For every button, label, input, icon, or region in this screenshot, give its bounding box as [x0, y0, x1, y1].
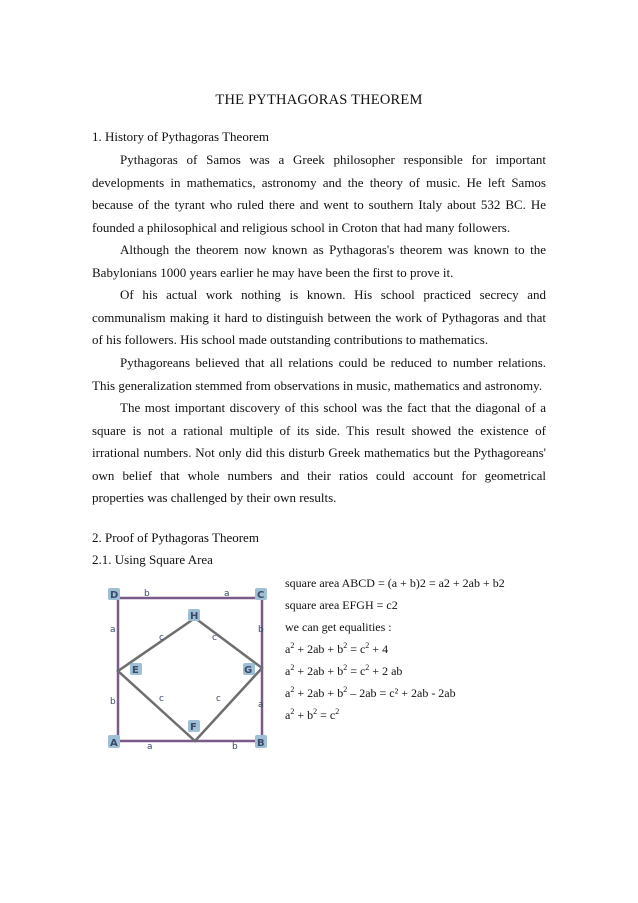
label-c-he: c — [159, 633, 164, 643]
vertex-a: A — [110, 738, 118, 749]
equation-step-3: $a^2 + 2ab + b^2 - 2ab = c^2 + 2ab - 2ab$ — [285, 685, 456, 700]
label-b-top: b — [144, 589, 150, 599]
label-c-hg: c — [212, 633, 217, 643]
label-c-ef: c — [159, 694, 164, 704]
label-b-right: b — [258, 625, 264, 635]
equation-step-1: $a^2 + 2ab + b^2 = c^2 + 4$ — [285, 641, 389, 656]
vertex-h: H — [190, 611, 199, 622]
paragraph-2-text: Although the theorem now known as Pythagoras's theorem was known to the Babylonians 1000 years earlier he may have been the first to prove it. — [92, 242, 546, 280]
vertex-f: F — [190, 722, 197, 733]
paragraph-1-text: Pythagoras of Samos was a Greek philosopher responsible for important developments in mathematics, astronomy and the theory of music. He left Samos because of the tyrant who ruled there and went to southern Italy about 532 BC. He founded a philosophical and religious school in Croton that had many followers. — [92, 152, 546, 235]
label-a-left: a — [110, 625, 116, 635]
equalities-intro: we can get equalities : — [285, 620, 392, 634]
paragraph-4 — [92, 352, 546, 397]
paragraph-3-text: Of his actual work nothing is known. His school practiced secrecy and communalism making it hard to distinguish between the work of Pythagoras and that of his followers. His school made outstanding contributions to mathematics. — [92, 287, 546, 348]
equations-block — [285, 572, 505, 726]
label-a-right: a — [258, 700, 264, 710]
section-1-heading: 1. History of Pythagoras Theorem — [92, 129, 270, 144]
vertex-g: G — [244, 665, 253, 676]
paragraph-2 — [92, 239, 546, 284]
label-a-top: a — [224, 589, 230, 599]
equation-result: $a^2 + b^2 = c^2$ — [285, 707, 340, 722]
paragraph-1 — [92, 149, 546, 239]
label-a-bottom: a — [147, 742, 153, 752]
equation-square-efgh: square area EFGH = c2 — [285, 598, 398, 612]
paragraph-4-text: Pythagoreans believed that all relations could be reduced to number relations. This generalization stemmed from observations in music, mathematics and astronomy. — [92, 355, 546, 393]
paragraph-3 — [92, 284, 546, 352]
equation-step-2: $a^2 + 2ab + b^2 = c^2 + 2$ ab — [285, 663, 403, 678]
label-c-fg: c — [216, 694, 221, 704]
section-2-heading: 2. Proof of Pythagoras Theorem — [92, 530, 259, 545]
label-b-left: b — [110, 697, 116, 707]
paragraph-5 — [92, 397, 546, 510]
vertex-d: D — [110, 590, 119, 601]
paragraph-5-text: The most important discovery of this school was the fact that the diagonal of a square is not a rational multiple of its side. This result showed the existence of irrational numbers. Not only did this disturb Greek mathematics but the Pythagoreans' own belief that whole numbers and their ratios could account for geometrical properties was challenged by their own results. — [92, 400, 546, 506]
page-title: THE PYTHAGORAS THEOREM — [215, 92, 423, 108]
label-b-bottom: b — [232, 742, 238, 752]
vertex-labels — [108, 588, 267, 749]
vertex-b: B — [257, 738, 265, 749]
section-2-1-heading: 2.1. Using Square Area — [92, 552, 213, 567]
square-proof-diagram — [104, 586, 276, 752]
vertex-e: E — [132, 665, 139, 676]
vertex-c: C — [257, 590, 265, 601]
equation-square-abcd: square area ABCD = (a + b)2 = a2 + 2ab + b2 — [285, 576, 505, 590]
